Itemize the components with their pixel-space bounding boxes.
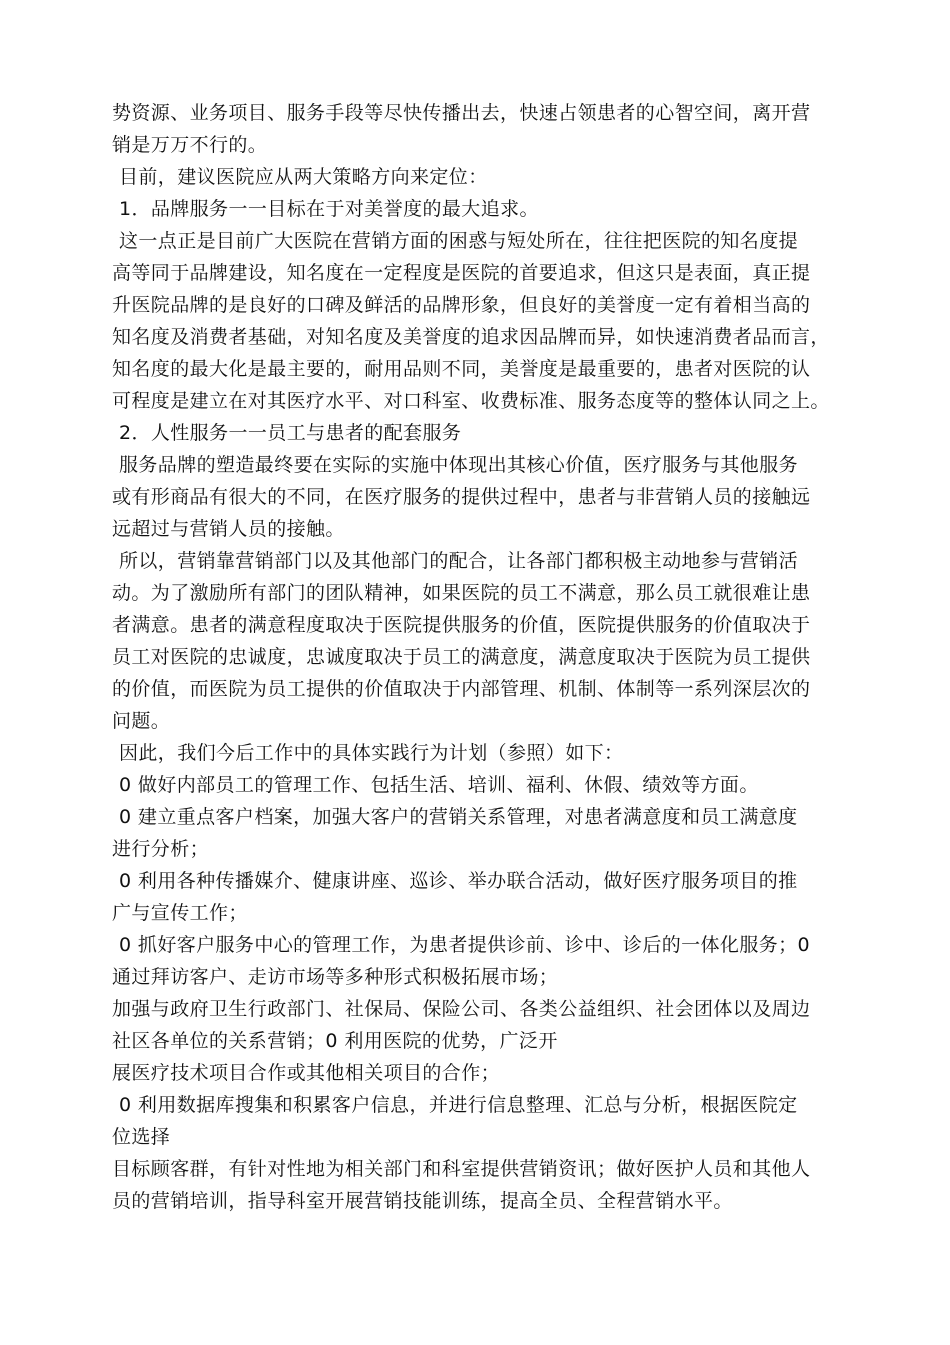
text-line: 员工对医院的忠诚度，忠诚度取决于员工的满意度，满意度取决于医院为员工提供 xyxy=(112,646,811,668)
list-item: 0 建立重点客户档案，加强大客户的营销关系管理，对患者满意度和员工满意度 xyxy=(119,806,798,828)
text-line: 升医院品牌的是良好的口碑及鲜活的品牌形象，但良好的美誉度一定有着相当高的 xyxy=(112,294,811,316)
text-line: 动。为了激励所有部门的团队精神，如果医院的员工不满意，那么员工就很难让患 xyxy=(112,582,811,604)
text-line: 知名度及消费者基础，对知名度及美誉度的追求因品牌而异，如快速消费者品而言， xyxy=(112,326,830,348)
text-line: 通过拜访客户、走访市场等多种形式积极拓展市场； xyxy=(112,966,559,988)
text-line: 销是万万不行的。 xyxy=(112,134,268,156)
text-line: 者满意。患者的满意程度取决于医院提供服务的价值，医院提供服务的价值取决于 xyxy=(112,614,811,636)
text-line: 的价值，而医院为员工提供的价值取决于内部管理、机制、体制等一系列深层次的 xyxy=(112,678,811,700)
list-item: 0 利用数据库搜集和积累客户信息，并进行信息整理、汇总与分析，根据医院定 xyxy=(119,1094,798,1116)
text-line: 员的营销培训，指导科室开展营销技能训练，提高全员、全程营销水平。 xyxy=(112,1190,733,1212)
text-line: 加强与政府卫生行政部门、社保局、保险公司、各类公益组织、社会团体以及周边 xyxy=(112,998,811,1020)
text-line: 进行分析； xyxy=(112,838,210,860)
text-line: 知名度的最大化是最主要的，耐用品则不同，美誉度是最重要的，患者对医院的认 xyxy=(112,358,811,380)
list-heading: 1．品牌服务一一目标在于对美誉度的最大追求。 xyxy=(119,198,539,220)
text-line: 可程度是建立在对其医疗水平、对口科室、收费标准、服务态度等的整体认同之上。 xyxy=(112,390,830,412)
text-line: 服务品牌的塑造最终要在实际的实施中体现出其核心价值，医疗服务与其他服务 xyxy=(119,454,799,476)
text-line: 目前，建议医院应从两大策略方向来定位： xyxy=(119,166,488,188)
list-heading: 2．人性服务一一员工与患者的配套服务 xyxy=(119,422,462,444)
text-line: 所以，营销靠营销部门以及其他部门的配合，让各部门都积极主动地参与营销活 xyxy=(119,550,799,572)
text-line: 势资源、业务项目、服务手段等尽快传播出去，快速占领患者的心智空间，离开营 xyxy=(112,102,811,124)
text-line: 这一点正是目前广大医院在营销方面的困惑与短处所在，往往把医院的知名度提 xyxy=(119,230,799,252)
text-line: 高等同于品牌建设，知名度在一定程度是医院的首要追求，但这只是表面，真正提 xyxy=(112,262,811,284)
text-line: 问题。 xyxy=(112,710,171,732)
text-line: 展医疗技术项目合作或其他相关项目的合作； xyxy=(112,1062,501,1084)
list-item: 0 做好内部员工的管理工作、包括生活、培训、福利、休假、绩效等方面。 xyxy=(119,774,759,796)
text-line: 社区各单位的关系营销；0 利用医院的优势，广泛开 xyxy=(112,1030,558,1052)
text-line: 因此，我们今后工作中的具体实践行为计划（参照）如下： xyxy=(119,742,624,764)
text-line: 目标顾客群，有针对性地为相关部门和科室提供营销资讯；做好医护人员和其他人 xyxy=(112,1158,811,1180)
text-line: 广与宣传工作； xyxy=(112,902,248,924)
list-item: 0 利用各种传播媒介、健康讲座、巡诊、举办联合活动，做好医疗服务项目的推 xyxy=(119,870,798,892)
list-item: 0 抓好客户服务中心的管理工作，为患者提供诊前、诊中、诊后的一体化服务；0 xyxy=(119,934,811,956)
text-line: 位选择 xyxy=(112,1126,171,1148)
text-line: 或有形商品有很大的不同，在医疗服务的提供过程中，患者与非营销人员的接触远 xyxy=(112,486,811,508)
text-line: 远超过与营销人员的接触。 xyxy=(112,518,345,540)
